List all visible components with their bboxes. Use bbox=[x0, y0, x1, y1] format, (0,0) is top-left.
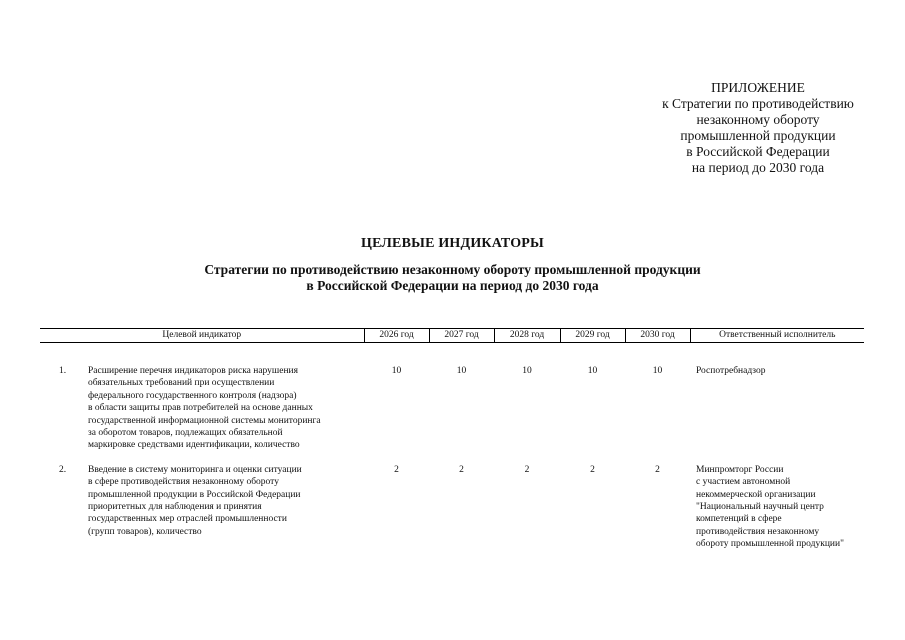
header-year-2026: 2026 год bbox=[364, 329, 429, 343]
responsible-executor: Роспотребнадзор bbox=[696, 366, 766, 376]
value-2030: 2 bbox=[655, 464, 660, 475]
row-number: 1. bbox=[59, 366, 67, 376]
appendix-line: незаконному обороту bbox=[696, 112, 820, 127]
appendix-line: в Российской Федерации bbox=[686, 144, 830, 159]
appendix-line: к Стратегии по противодействию bbox=[662, 96, 854, 111]
table-row bbox=[40, 452, 864, 551]
value-2030: 10 bbox=[652, 366, 663, 376]
appendix-label: ПРИЛОЖЕНИЕ bbox=[711, 80, 805, 95]
value-2029: 2 bbox=[590, 464, 595, 475]
table-header-row bbox=[40, 329, 864, 343]
indicators-table bbox=[40, 328, 864, 551]
table-row bbox=[40, 343, 864, 452]
value-2026: 10 bbox=[391, 366, 402, 376]
indicator-text: Введение в систему мониторинга и оценки ситуации в сфере противодействия незаконному обороту промышленной продукции в Российской Федерации приоритетных для наблюдения и принятия государственных мер отраслей промышленности (групп товаров), количество bbox=[88, 464, 302, 537]
document-title: ЦЕЛЕВЫЕ ИНДИКАТОРЫ bbox=[360, 236, 544, 251]
value-2028: 2 bbox=[524, 464, 530, 475]
value-2026: 2 bbox=[394, 464, 399, 475]
subtitle-line-2: в Российской Федерации на период до 2030 года bbox=[306, 278, 599, 293]
header-year-2030: 2030 год bbox=[625, 329, 690, 343]
header-responsible: Ответственный исполнитель bbox=[690, 329, 864, 343]
responsible-executor: Минпромторг России с участием автономной некоммерческой организации "Национальный научный центр компетенций в сфере противодействия незаконному обороту промышленной продукции" bbox=[696, 464, 844, 550]
appendix-line: промышленной продукции bbox=[680, 128, 836, 143]
row-number: 2. bbox=[59, 464, 67, 475]
subtitle-line-1: Стратегии по противодействию незаконному обороту промышленной продукции bbox=[204, 262, 701, 277]
appendix-line: на период до 2030 года bbox=[691, 160, 825, 175]
header-year-2029: 2029 год bbox=[560, 329, 625, 343]
value-2028: 10 bbox=[522, 366, 532, 376]
indicator-text: Расширение перечня индикаторов риска нарушения обязательных требований при осуществлении федерального государственного контроля (надзора) в области защиты прав потребителей на основе данных государственной информационной системы мониторинга за оборотом товаров, подлежащих обязательной маркировке средствами идентификации, количество bbox=[88, 366, 321, 451]
header-year-2028: 2028 год bbox=[494, 329, 560, 343]
header-indicator: Целевой индикатор bbox=[40, 329, 364, 343]
header-year-2027: 2027 год bbox=[429, 329, 494, 343]
value-2027: 10 bbox=[456, 366, 467, 376]
document-subtitle bbox=[0, 262, 905, 294]
value-2029: 10 bbox=[587, 366, 598, 376]
appendix-header bbox=[640, 80, 876, 176]
value-2027: 2 bbox=[459, 464, 464, 475]
